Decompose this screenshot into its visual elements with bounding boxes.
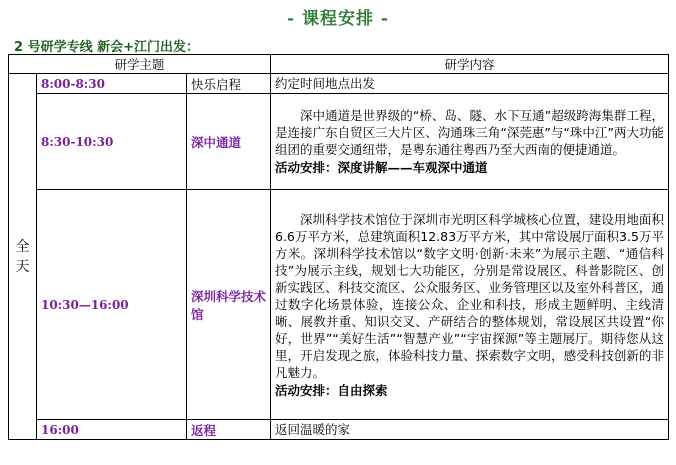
- row-content: 约定时间地点出发: [271, 74, 669, 94]
- row-content-cell: [271, 190, 669, 420]
- page-title: - 课程安排 -: [287, 9, 389, 29]
- row-content: 深圳科学技术馆位于深圳市光明区科学城核心位置，建设用地面积6.6万平方米，总建筑面积12.83万平方米，其中常设展厅面积3.5万平方米。深圳科学技术馆以“数字文明·创新·未来”为展示主题、“通信科技”为展示主线，规划七大功能区，分别是常设展区、科普影院区、创新实践区、科技交流区、公众服务区、业务管理区以及室外科普区，通过数字化场景体验，连接公众、企业和科技，形成主题鲜明、主线清晰、展教并重、知识交叉、产研结合的整体规划，常设展区共设置“你好，世界”“美好生活”“智慧产业”“宇宙探源”等主题展厅。期待您从这里，开启发现之旅，体验科技力量、探索数字文明，感受科技创新的非凡魅力。: [275, 211, 664, 380]
- schedule-table: [8, 54, 669, 440]
- row-time: 8:00-8:30: [37, 74, 187, 94]
- row-topic: 深圳科学技术馆: [187, 190, 271, 420]
- table-header-row: [9, 55, 669, 74]
- row-content: 返回温暖的家: [271, 420, 669, 440]
- row-topic: 快乐启程: [187, 74, 271, 94]
- table-row: [9, 74, 669, 94]
- table-row: [9, 190, 669, 420]
- row-time: 16:00: [37, 420, 187, 440]
- route-subtitle: 2 号研学专线 新会+江门出发：: [14, 40, 199, 55]
- row-activity: 活动安排：深度讲解——车观深中通道: [275, 160, 488, 175]
- row-topic: 深中通道: [187, 94, 271, 190]
- table-row: [9, 420, 669, 440]
- day-label-text: 全天: [15, 238, 30, 275]
- row-topic: 返程: [187, 420, 271, 440]
- row-time: 10:30—16:00: [37, 190, 187, 420]
- header-content: 研学内容: [271, 55, 669, 74]
- day-label: [9, 74, 37, 440]
- header-topic: 研学主题: [9, 55, 271, 74]
- row-activity: 活动安排：自由探索: [275, 382, 388, 398]
- row-time: 8:30-10:30: [37, 94, 187, 190]
- row-content: 深中通道是世界级的“桥、岛、隧、水下互通”超级跨海集群工程，是连接广东自贸区三大片区、沟通珠三角“深莞惠”与“珠中江”两大功能组团的重要交通纽带，是粤东通往粤西乃至大西南的便捷通道。: [275, 108, 664, 157]
- table-row: [9, 94, 669, 190]
- row-content-cell: [271, 94, 669, 190]
